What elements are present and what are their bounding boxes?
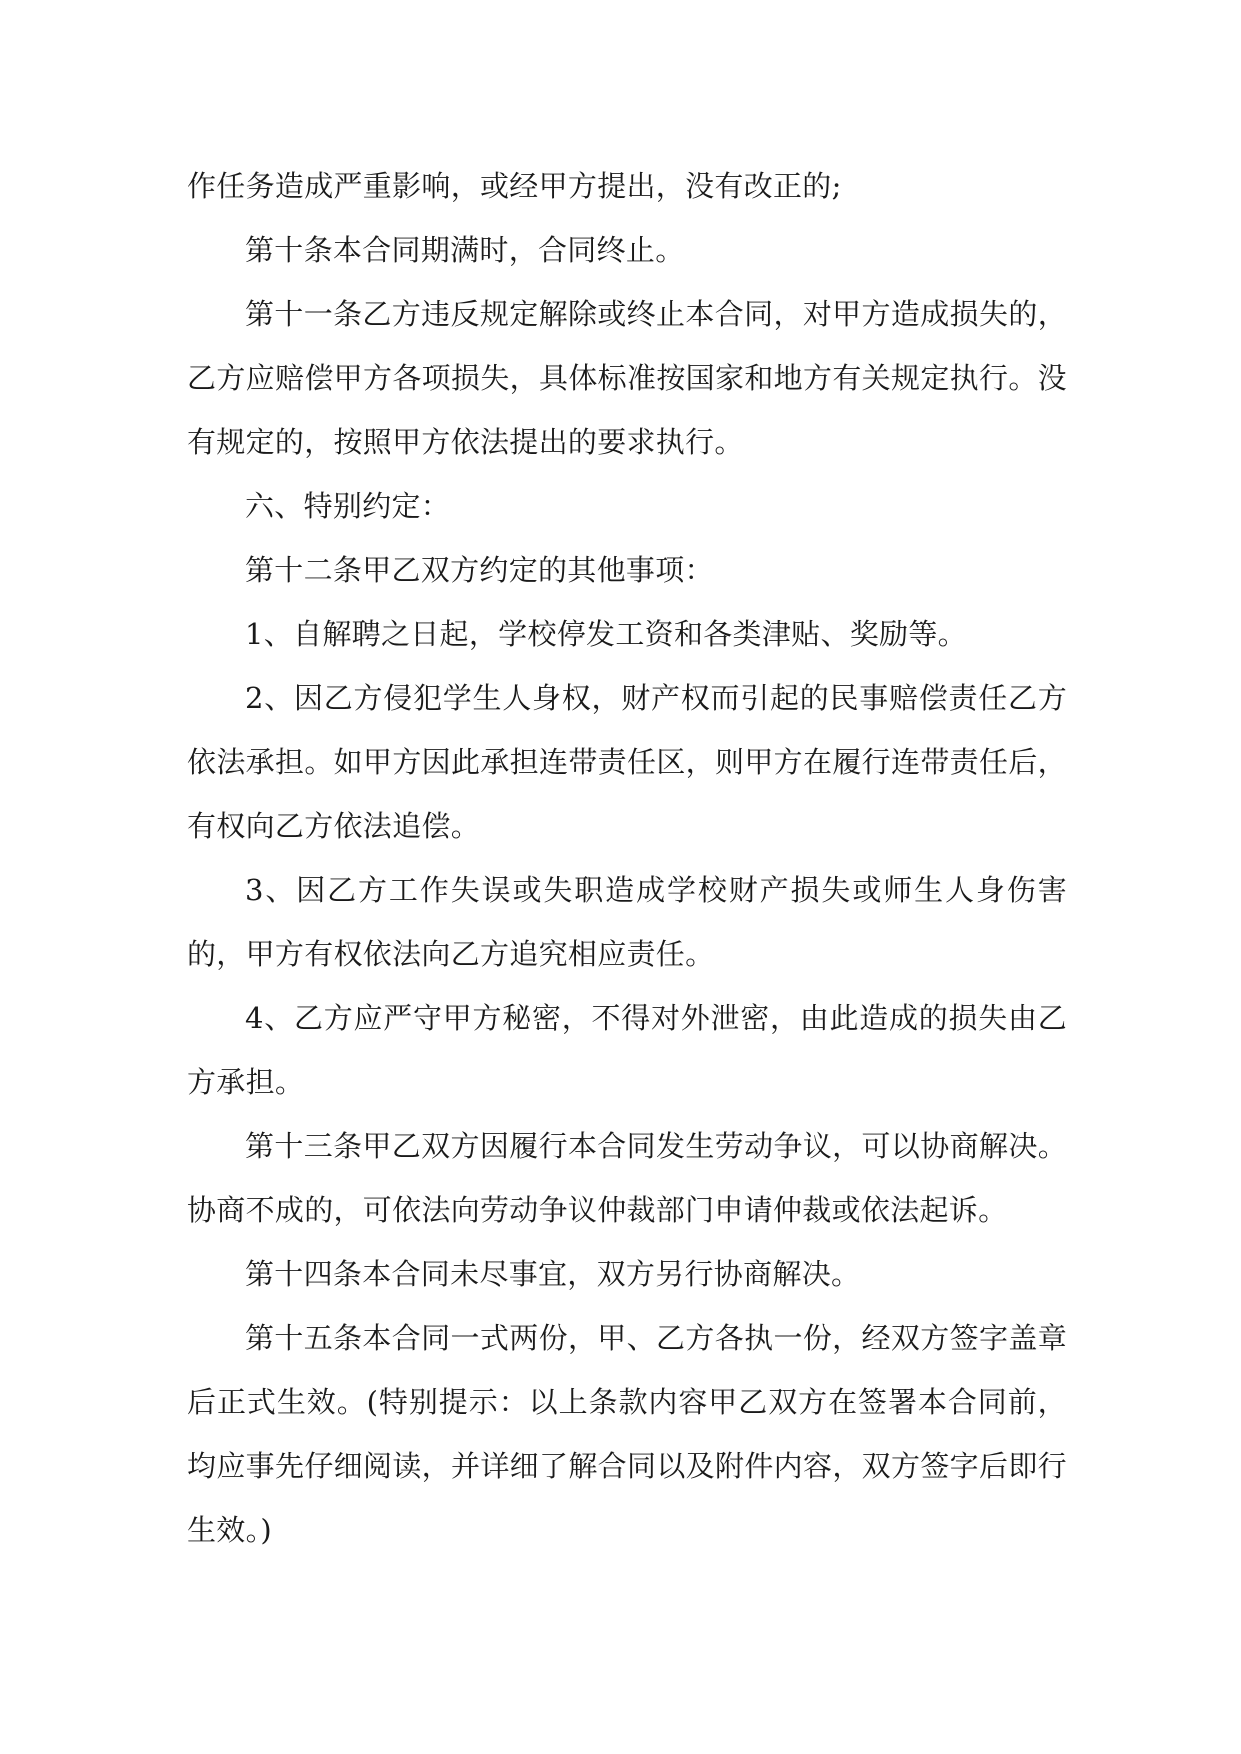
list-item-1: 1、自解聘之日起，学校停发工资和各类津贴、奖励等。	[245, 617, 967, 651]
list-item-2: 2、因乙方侵犯学生人身权，财产权而引起的民事赔偿责任乙方依法承担。如甲方因此承担连带责任区，则甲方在履行连带责任后，有权向乙方依法追偿。	[187, 681, 1067, 843]
paragraph-article-14: 第十四条本合同未尽事宜，双方另行协商解决。	[245, 1257, 861, 1291]
section-heading-special-terms: 六、特别约定：	[245, 489, 451, 523]
list-item-4: 4、乙方应严守甲方秘密，不得对外泄密，由此造成的损失由乙方承担。	[187, 1001, 1067, 1099]
paragraph-article-12: 第十二条甲乙双方约定的其他事项：	[245, 553, 714, 587]
list-item-3: 3、因乙方工作失误或失职造成学校财产损失或师生人身伤害的，甲方有权依法向乙方追究相应责任。	[187, 873, 1067, 971]
paragraph-article-15: 第十五条本合同一式两份，甲、乙方各执一份，经双方签字盖章后正式生效。(特别提示：以上条款内容甲乙双方在签署本合同前，均应事先仔细阅读，并详细了解合同以及附件内容，双方签字后即行生效。)	[187, 1321, 1067, 1547]
paragraph-article-11: 第十一条乙方违反规定解除或终止本合同，对甲方造成损失的，乙方应赔偿甲方各项损失，具体标准按国家和地方有关规定执行。没有规定的，按照甲方依法提出的要求执行。	[187, 297, 1067, 459]
document-body	[187, 154, 1067, 1562]
paragraph-continuation: 作任务造成严重影响，或经甲方提出，没有改正的;	[187, 169, 842, 203]
paragraph-article-13: 第十三条甲乙双方因履行本合同发生劳动争议，可以协商解决。协商不成的，可依法向劳动争议仲裁部门申请仲裁或依法起诉。	[187, 1129, 1067, 1227]
paragraph-article-10: 第十条本合同期满时，合同终止。	[245, 233, 685, 267]
